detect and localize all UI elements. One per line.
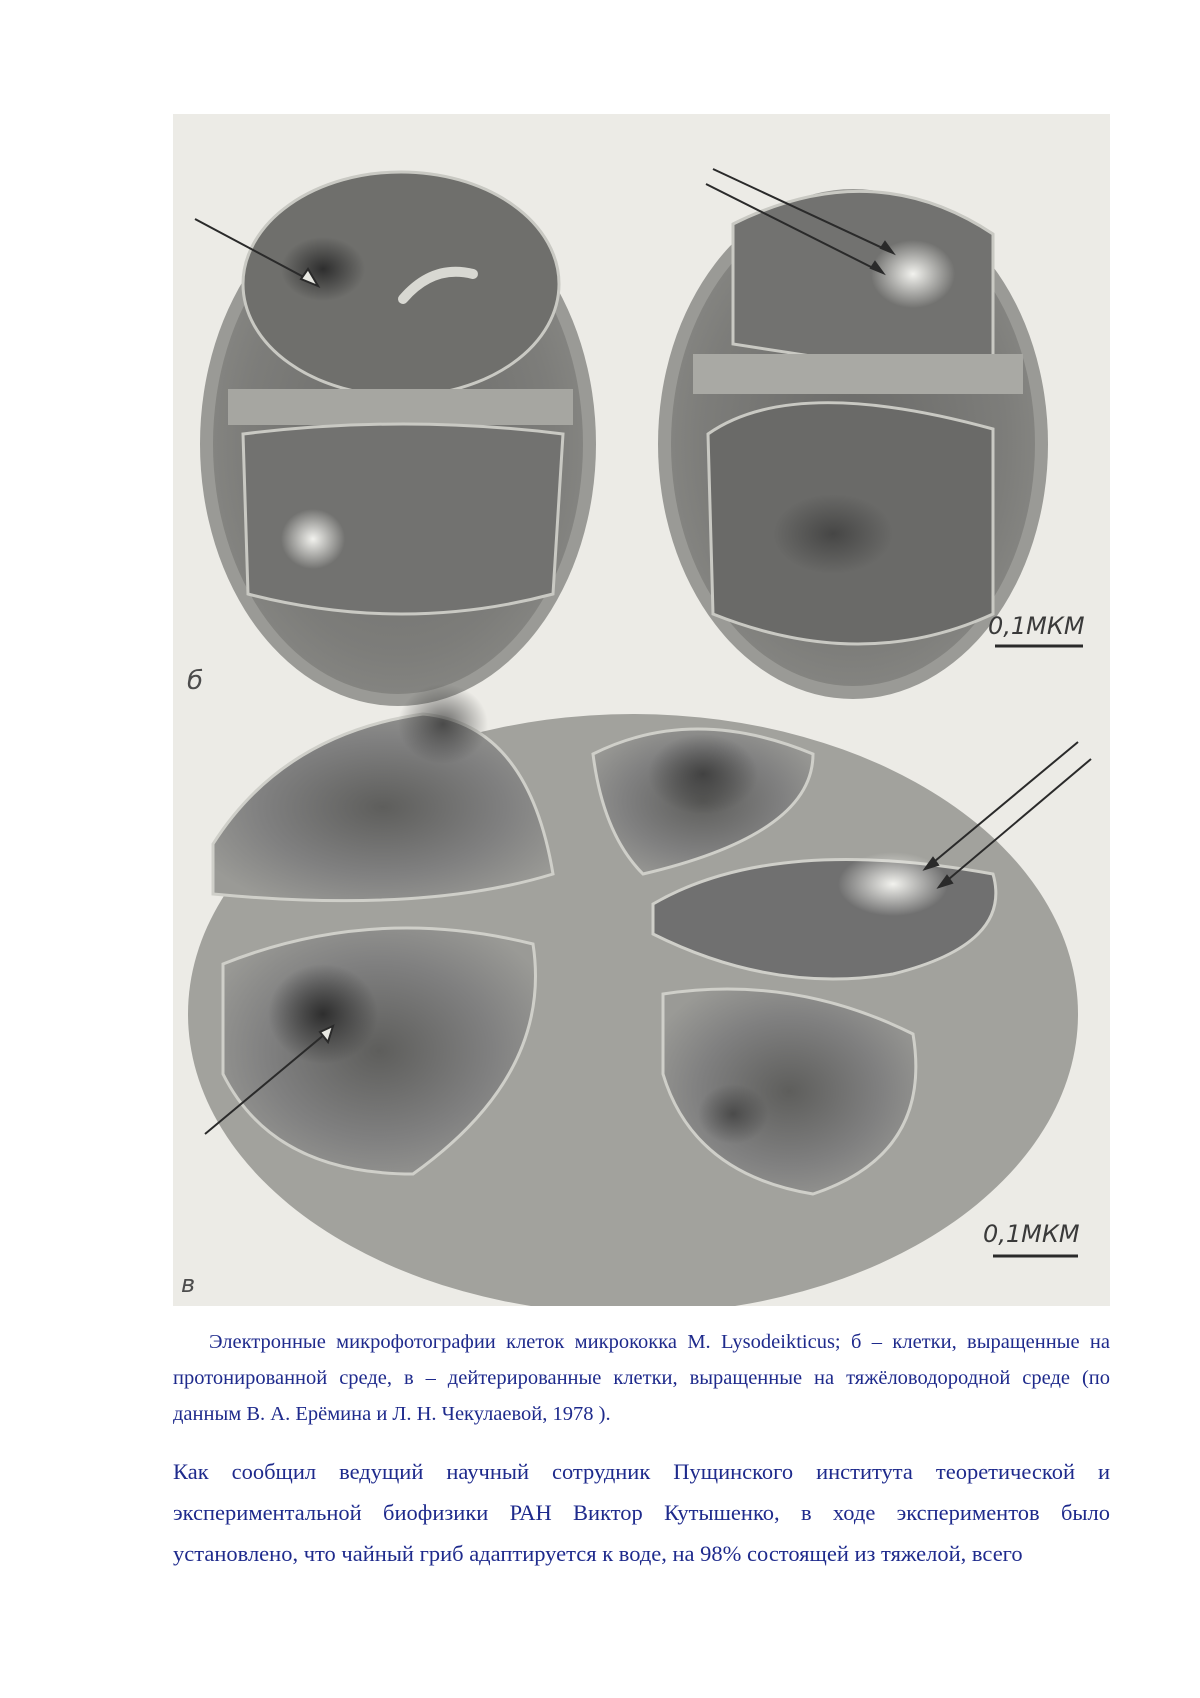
body-paragraph: Как сообщил ведущий научный сотрудник Пущинского института теоретической и экспериментальной биофизики РАН Виктор Кутышенко, в ходе экспериментов было установлено, что чайный гриб адаптируется к воде, на 98% состоящей из тяжелой, всего bbox=[173, 1459, 1110, 1566]
panel-b-label: б bbox=[187, 666, 204, 696]
panel-v-label: в bbox=[181, 1270, 196, 1298]
svg-text:0,1МКМ: 0,1МКМ bbox=[988, 612, 1085, 640]
figure-caption: Электронные микрофотографии клеток микрококка M. Lysodeikticus; б – клетки, выращенные на протонированной среде, в – дейтерированные клетки, выращенные на тяжёловодородной среде (по данным В. А. Ерёмина и Л. Н. Чекулаевой, 1978 ). bbox=[173, 1331, 1110, 1425]
electron-micrograph-figure bbox=[173, 114, 1110, 1306]
micrograph-image bbox=[173, 114, 1110, 1306]
svg-text:0,1МКМ: 0,1МКМ bbox=[983, 1220, 1080, 1248]
